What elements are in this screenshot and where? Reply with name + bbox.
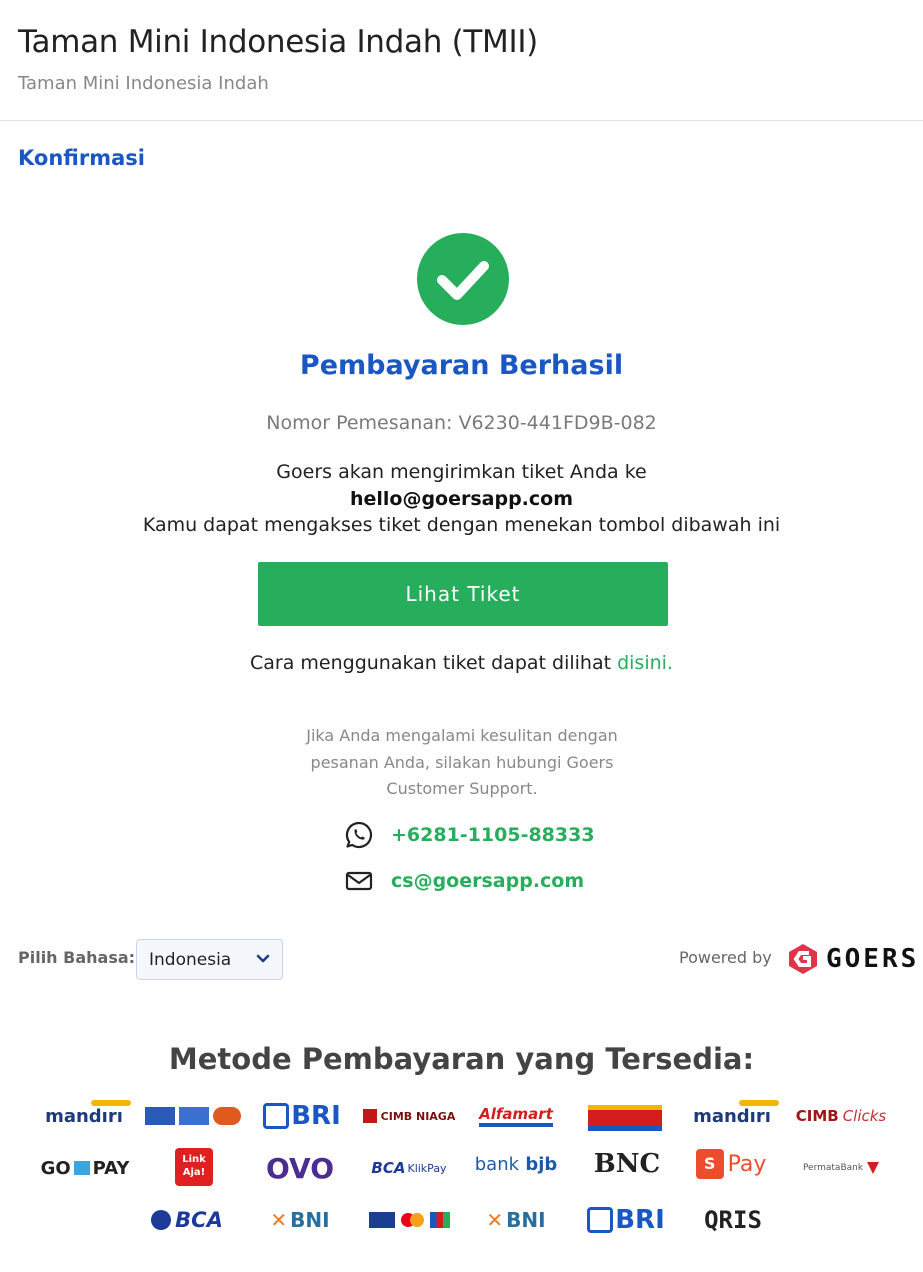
whatsapp-contact [343,820,595,850]
howto-row [0,652,923,674]
atm-network-logo [144,1098,242,1134]
bni-logo-2: ✕ BNI [486,1208,546,1232]
ovo-logo: OVO [265,1151,335,1185]
howto-text: Cara menggunakan tiket dapat dilihat [250,652,612,674]
bca-logo: BCA [148,1202,226,1238]
alfamart-logo: Alfamart [476,1098,556,1134]
linkaja-logo: Link Aja! [174,1146,214,1188]
mandiri-logo: mandırı [38,1098,130,1134]
view-ticket-button[interactable]: Lihat Tiket [258,562,668,626]
cimb-clicks-logo: CIMB Clicks [795,1107,887,1125]
page-subtitle: Taman Mini Indonesia Indah [18,73,269,94]
cimb-niaga-logo: CIMB NIAGA [362,1098,456,1134]
bank-bjb-logo: bank bjb [474,1153,558,1175]
page-title: Taman Mini Indonesia Indah (TMII) [18,24,538,60]
indomaret-logo [586,1100,664,1136]
order-number-row [0,412,923,434]
bca-klikpay-logo: BCA KlikPay [371,1159,447,1177]
goers-mark-icon [788,943,818,975]
order-number: V6230-441FD9B-082 [458,412,657,434]
language-select[interactable] [136,939,283,980]
goers-logo [788,943,919,975]
goers-wordmark: GOERS [826,944,920,974]
language-selected-value: Indonesia [149,949,232,970]
chevron-down-icon [254,950,272,973]
info-line-2: Kamu dapat mengakses tiket dengan menekan tombol dibawah ini [142,514,781,536]
support-phone-link[interactable]: +6281-1105-88333 [391,824,595,846]
qris-logo: QRIS [704,1206,762,1234]
card-networks-logo [362,1202,456,1238]
mandiri-logo-2: mandırı [686,1098,778,1134]
recipient-email: hello@goersapp.com [349,488,574,510]
mail-icon [343,866,375,896]
support-help-text: Jika Anda mengalami kesulitan dengan pesanan Anda, silakan hubungi Goers Customer Support. [306,726,618,798]
howto-link[interactable]: disini. [617,652,673,674]
page-header [0,0,923,121]
permatabank-logo: PermataBank [794,1150,888,1186]
bri-logo: BRI [262,1098,342,1134]
language-label: Pilih Bahasa: [18,948,136,967]
status-title: Pembayaran Berhasil [299,350,624,381]
email-contact [343,866,584,896]
payment-methods-title: Metode Pembayaran yang Tersedia: [168,1042,755,1076]
section-label: Konfirmasi [18,146,145,170]
info-line-1: Goers akan mengirimkan tiket Anda ke [276,461,647,483]
whatsapp-icon [343,820,375,850]
bnc-logo: BNC [593,1149,661,1179]
powered-by-label: Powered by [679,948,772,967]
order-label: Nomor Pemesanan: [266,412,453,434]
support-email-link[interactable]: cs@goersapp.com [391,870,585,892]
bni-logo: ✕ BNI [270,1208,330,1232]
check-circle-icon [417,233,509,325]
gopay-logo: GO PAY [40,1157,130,1179]
shopeepay-logo: S Pay [690,1146,772,1182]
bri-logo-2: BRI [586,1202,666,1238]
